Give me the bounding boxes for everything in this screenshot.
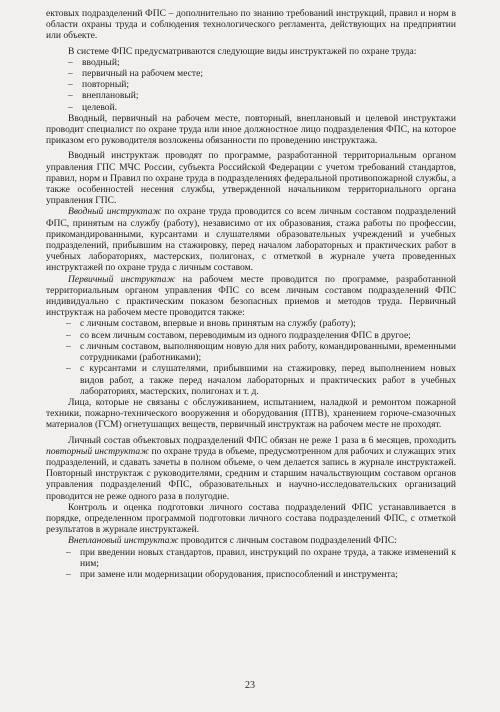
list-item: – при замене или модернизации оборудования, приспособлений и инструмента;	[66, 568, 398, 580]
list-item: – с курсантами и слушателями, прибывшими на стажировку, перед выполнением новых видов работ, а также перед началом лабораторных и практических работ в учебных лабораториях, мастерских, полигонах и т. д.	[66, 363, 456, 397]
list-item: – с личным составом, впервые и вновь принятым на службу (работу);	[66, 318, 356, 330]
paragraph-control: Контроль и оценка подготовки личного состава подразделений ФПС устанавливается в порядке, определенном программой подготовки личного состава подразделений ФПС, с отметкой результатов в журнале инструктажей.	[46, 501, 456, 536]
list-item: – внеплановый;	[68, 90, 139, 102]
paragraph-types-lead: В системе ФПС предусматриваются следующие виды инструктажей по охране труда:	[68, 45, 417, 57]
list-item: – повторный;	[68, 79, 130, 91]
term-unplanned: Внеплановый инструктаж	[68, 535, 179, 547]
term-primary: Первичный инструктаж	[68, 273, 176, 285]
list-item: – при введении новых стандартов, правил, инструкций по охране труда, а также изменений к ним;	[66, 546, 456, 569]
paragraph-intro: ектовых подразделений ФПС – дополнительно по знанию требований инструкций, правил и норм в области охраны труда и соблюдения технологического регламента, действующих на предприятии или объекте.	[46, 8, 456, 42]
unplanned-cases-list	[46, 547, 456, 581]
list-item: – с личным составом, выполняющим новую для них работу, командированными, временными сотрудниками (работниками);	[66, 340, 456, 364]
term-introductory: Вводный инструктаж	[68, 206, 162, 218]
list-item: – со всем личным составом, переводимым из одного подразделения ФПС в другое;	[66, 329, 411, 341]
paragraph-exempt: Лица, которые не связаны с обслуживанием, испытанием, наладкой и ремонтом пожарной техники, пожарно-технического вооружения и оборудования (ПТВ), хранением горюче-смазочных материалов (ГСМ) огнетушащих веществ, первичный инструктаж на рабочем месте не проходят.	[46, 396, 456, 431]
primary-cases-list	[46, 318, 456, 396]
briefing-types-list	[46, 57, 456, 113]
paragraph-introductory-program: Вводный инструктаж проводят по программе, разработанной территориальным органом управления ГПС МЧС России, субъекта Российской Федерации с учетом требований стандартов, правил, норм и Правил по охране труда в подразделениях федеральной противопожарной службы, а также особенностей несения службы, утвержденной начальником территориального органа управления ГПС.	[46, 150, 456, 207]
paragraph-introductory: Вводный инструктаж по охране труда проводится со всем личным составом подразделений ФПС, принятым на службу (работу), независимо от их образования, стажа работы по профессии, прикомандированными, курсантами и слушателями образовательных учреждений и учебных подразделений, прибывшим на стажировку, перед началом лабораторных и практических работ в учебных лабораториях, мастерских, полигонах, с отметкой в журнале учета проведенных инструктажей по охране труда с личным составом.	[46, 206, 456, 274]
page-number: 23	[245, 679, 255, 691]
list-item: – целевой.	[68, 101, 118, 113]
list-item: – вводный;	[68, 56, 120, 68]
paragraph-repeated: Личный состав объектовых подразделений ФПС обязан не реже 1 раза в 6 месяцев, проходить повторный инструктаж по охране труда в объеме, предусмотренном для рабочих и служащих этих подразделений, и сдавать зачеты в полном объеме, о чем делается запись в журнале инструктажей. Повторный инструктаж с руководителями, средним и старшим начальствующим составом органов управления подразделений ФПС, образовательных и научно-исследовательских организаций проводится не реже одного раза в полугодие.	[46, 434, 456, 502]
paragraph-who-conducts: Вводный, первичный на рабочем месте, повторный, внеплановый и целевой инструктажи проводит специалист по охране труда или иное должностное лицо подразделения ФПС, на которое приказом его руководителя возложены обязанности по проведению инструктажа.	[46, 112, 456, 147]
term-repeated: повторный инструктаж	[46, 445, 150, 457]
paragraph-primary: Первичный инструктаж на рабочем месте проводится по программе, разработанной территориальным органом управления ФПС со всем личным составом подразделений ФПС индивидуально с практическим показом безопасных приемов и методов труда. Первичный инструктаж на рабочем месте проводится также:	[46, 273, 456, 319]
paragraph-unplanned: Внеплановый инструктаж проводится с личным составом подразделений ФПС:	[68, 535, 397, 547]
list-item: – первичный на рабочем месте;	[68, 68, 203, 80]
